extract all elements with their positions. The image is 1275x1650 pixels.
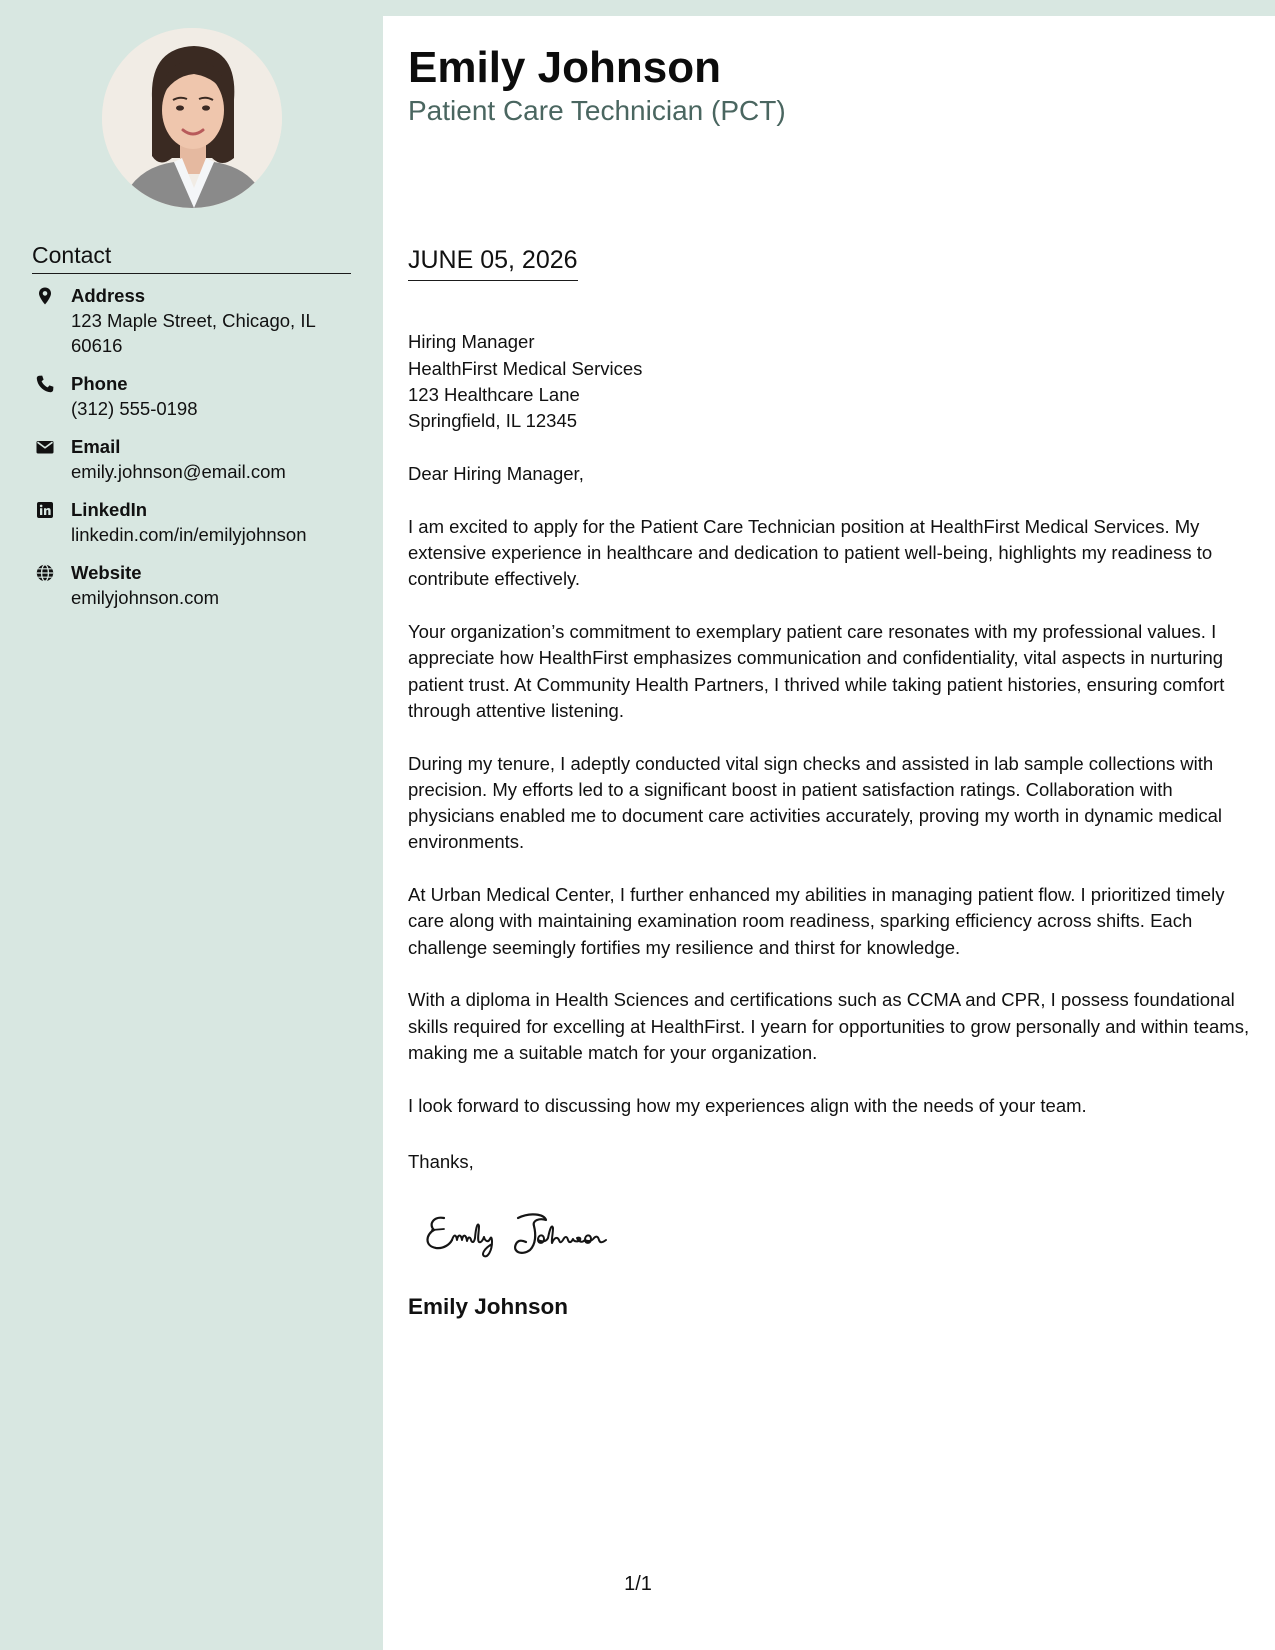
salutation: Dear Hiring Manager, — [408, 462, 584, 484]
recipient-line: Hiring Manager — [408, 331, 535, 353]
email-label: Email — [71, 436, 121, 457]
email-value: emily.johnson@email.com — [71, 461, 286, 482]
contact-email — [32, 434, 362, 484]
recipient-line: HealthFirst Medical Services — [408, 357, 643, 379]
linkedin-value[interactable]: linkedin.com/in/emilyjohnson — [71, 524, 307, 545]
closing: Thanks, — [408, 1151, 474, 1172]
applicant-name: Emily Johnson — [408, 43, 721, 92]
signer-name: Emily Johnson — [408, 1294, 569, 1319]
website-value[interactable]: emilyjohnson.com — [71, 587, 220, 608]
contact-website — [32, 560, 362, 610]
address-line2: 60616 — [71, 335, 123, 356]
envelope-icon — [35, 437, 55, 457]
address-line1: 123 Maple Street, Chicago, IL — [71, 310, 316, 331]
location-pin-icon — [35, 286, 55, 306]
phone-label: Phone — [71, 373, 128, 394]
letter-paragraph: During my tenure, I adeptly conducted vital sign checks and assisted in lab sample collections with precision. My efforts led to a significant boost in patient satisfaction ratings. Collaboration with physicians enabled me to document care activities accurately, proving my worth in dynamic medical environments. — [408, 752, 1223, 853]
letter-date: JUNE 05, 2026 — [408, 244, 578, 281]
linkedin-label: LinkedIn — [71, 499, 148, 520]
globe-icon — [35, 563, 55, 583]
website-label: Website — [71, 562, 142, 583]
avatar — [102, 28, 282, 208]
contact-list — [32, 283, 362, 623]
contact-heading: Contact — [32, 240, 351, 274]
letter-paragraph: I look forward to discussing how my experiences align with the needs of your team. — [408, 1094, 1087, 1116]
phone-value: (312) 555-0198 — [71, 398, 198, 419]
page-number: 1/1 — [624, 1573, 652, 1595]
phone-icon — [35, 374, 55, 394]
letter-paragraph: At Urban Medical Center, I further enhanced my abilities in managing patient flow. I prioritized timely care along with maintaining examination room readiness, sparking efficiency across shifts. Each challenge seemingly fortifies my resilience and thirst for knowledge. — [408, 884, 1225, 958]
contact-address — [32, 283, 362, 358]
contact-linkedin — [32, 497, 362, 547]
contact-phone — [32, 371, 362, 421]
job-title: Patient Care Technician (PCT) — [408, 95, 786, 126]
address-label: Address — [71, 285, 146, 306]
letter-paragraph: Your organization’s commitment to exemplary patient care resonates with my professional values. I appreciate how HealthFirst emphasizes communication and confidentiality, vital aspects in nurturing patient trust. At Community Health Partners, I thrived while taking patient histories, ensuring comfort through attentive listening. — [408, 620, 1225, 721]
letter-paragraph: I am excited to apply for the Patient Care Technician position at HealthFirst Medical Services. My extensive experience in healthcare and dedication to patient well-being, highlights my readiness to contribute effectively. — [408, 515, 1213, 590]
profile-photo — [102, 28, 282, 208]
letter-body — [408, 303, 1254, 1145]
letter-paragraph: With a diploma in Health Sciences and certifications such as CCMA and CPR, I possess foundational skills required for excelling at HealthFirst. I yearn for opportunities to grow personally and within teams, making me a suitable match for your organization. — [408, 989, 1250, 1063]
recipient-line: 123 Healthcare Lane — [408, 383, 580, 405]
recipient-line: Springfield, IL 12345 — [408, 410, 578, 432]
linkedin-icon — [35, 500, 55, 520]
signature — [422, 1196, 662, 1266]
